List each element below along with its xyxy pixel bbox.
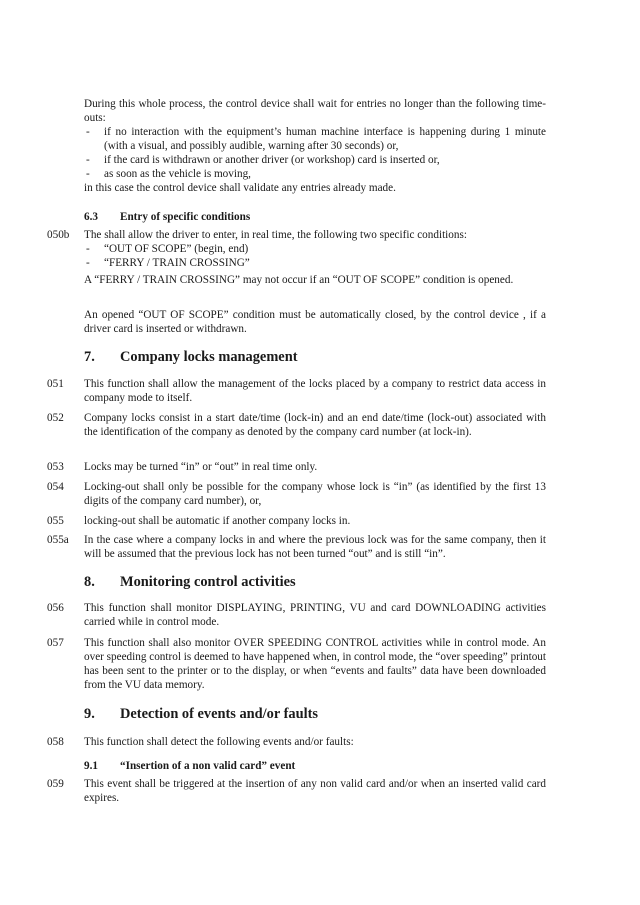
paragraph-055a: In the case where a company locks in and where the previous lock was for the same company, then it will be assumed that the previous lock has not been turned “out” and is still “in”. bbox=[84, 534, 546, 560]
paragraph-052: Company locks consist in a start date/time (lock-in) and an end date/time (lock-out) associated with the identification of the company as denoted by the company card number (at lock-in). bbox=[84, 412, 546, 438]
paragraph-059: This event shall be triggered at the insertion of any non valid card and/or when an inserted valid card expires. bbox=[84, 778, 546, 804]
section-title: Entry of specific conditions bbox=[120, 211, 251, 223]
paragraph-ferry: A “FERRY / TRAIN CROSSING” may not occur if an “OUT OF SCOPE” condition is opened. bbox=[84, 274, 514, 286]
section-title: “Insertion of a non valid card” event bbox=[120, 760, 296, 772]
paragraph-number: 051 bbox=[47, 378, 64, 390]
intro-bullet: - if the card is withdrawn or another driver (or workshop) card is inserted or, bbox=[86, 154, 440, 166]
condition-bullet: - “OUT OF SCOPE” (begin, end) bbox=[86, 243, 249, 255]
intro-bullet-text: as soon as the vehicle is moving, bbox=[104, 168, 251, 180]
intro-tail: in this case the control device shall validate any entries already made. bbox=[84, 182, 396, 194]
paragraph-number: 053 bbox=[47, 461, 64, 473]
paragraph-054: Locking-out shall only be possible for the company whose lock is “in” (as identified by the first 13 digits of the company card number), or, bbox=[84, 481, 546, 507]
paragraph-051: This function shall allow the management of the locks placed by a company to restrict data access in company mode to itself. bbox=[84, 378, 546, 404]
section-6-3-heading bbox=[84, 210, 250, 224]
intro-bullet: - as soon as the vehicle is moving, bbox=[86, 168, 251, 180]
intro-block bbox=[84, 97, 546, 195]
section-number: 6.3 bbox=[84, 211, 98, 223]
condition-bullet: - “FERRY / TRAIN CROSSING” bbox=[86, 257, 250, 269]
intro-bullet-text: if no interaction with the equipment’s human machine interface is happening during 1 minute (with a visual, and possibly audible, warning after 30 seconds) or, bbox=[104, 126, 546, 152]
paragraph-053: Locks may be turned “in” or “out” in real time only. bbox=[84, 461, 318, 473]
section-8-heading bbox=[84, 573, 296, 591]
section-number: 8. bbox=[84, 574, 95, 590]
section-number: 9.1 bbox=[84, 760, 98, 772]
paragraph-number: 052 bbox=[47, 412, 64, 424]
paragraph-number: 059 bbox=[47, 778, 64, 790]
paragraph-050b bbox=[84, 228, 546, 270]
paragraph-056: This function shall monitor DISPLAYING, PRINTING, VU and card DOWNLOADING activities carried while in control mode. bbox=[84, 602, 546, 628]
paragraph-number: 057 bbox=[47, 637, 64, 649]
intro-bullet: - if no interaction with the equipment’s human machine interface is happening during 1 minute (with a visual, and possibly audible, warning after 30 seconds) or, bbox=[86, 126, 546, 152]
section-7-heading bbox=[84, 348, 298, 366]
paragraph-055: locking-out shall be automatic if another company locks in. bbox=[84, 515, 351, 527]
paragraph-out-of-scope: An opened “OUT OF SCOPE” condition must be automatically closed, by the control device , if a driver card is inserted or withdrawn. bbox=[84, 309, 546, 335]
paragraph-number: 055 bbox=[47, 515, 64, 527]
paragraph-number: 056 bbox=[47, 602, 64, 614]
section-title: Detection of events and/or faults bbox=[120, 706, 318, 722]
paragraph-number: 054 bbox=[47, 481, 64, 493]
section-title: Monitoring control activities bbox=[120, 574, 296, 590]
paragraph-058: This function shall detect the following events and/or faults: bbox=[84, 736, 354, 748]
paragraph-057: This function shall also monitor OVER SPEEDING CONTROL activities while in control mode. An over speeding control is deemed to have happened when, in control mode, the “over speeding” printout has been sent to the printer or to the display, or when “events and faults” data have been downloaded from the VU data memory. bbox=[84, 637, 546, 691]
section-title: Company locks management bbox=[120, 349, 298, 365]
paragraph-number: 050b bbox=[47, 229, 70, 241]
paragraph-number: 055a bbox=[47, 534, 69, 546]
paragraph-text: The shall allow the driver to enter, in real time, the following two specific conditions: bbox=[84, 229, 467, 241]
intro-lead: During this whole process, the control device shall wait for entries no longer than the following time-outs: bbox=[84, 98, 546, 124]
condition-text: “OUT OF SCOPE” (begin, end) bbox=[104, 243, 249, 255]
condition-text: “FERRY / TRAIN CROSSING” bbox=[104, 257, 250, 269]
section-9-1-heading bbox=[84, 759, 295, 773]
paragraph-number: 058 bbox=[47, 736, 64, 748]
section-number: 7. bbox=[84, 349, 95, 365]
section-9-heading bbox=[84, 705, 318, 723]
section-number: 9. bbox=[84, 706, 95, 722]
intro-bullet-text: if the card is withdrawn or another driver (or workshop) card is inserted or, bbox=[104, 154, 440, 166]
